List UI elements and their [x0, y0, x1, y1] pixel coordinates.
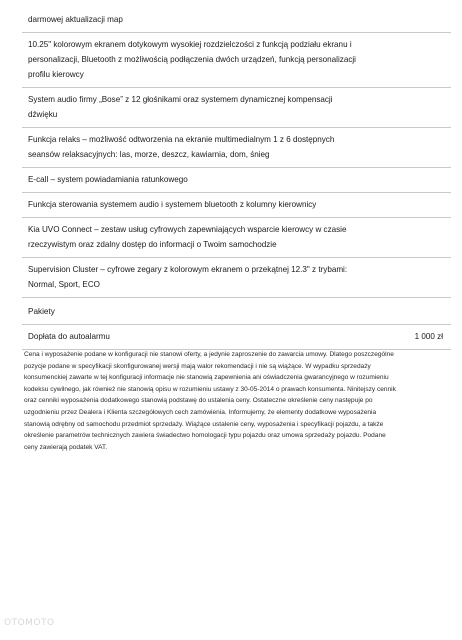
spec-line: dźwięku [28, 110, 58, 119]
disclaimer-line: stanowią odrębny od samochodu przedmiot sprzedaży. Wiążące ustalenie ceny, wyposażenia i specyfikacji pojazdu, a także [24, 420, 384, 428]
spec-line: System audio firmy „Bose” z 12 głośnikami oraz systemem dynamicznej kompensacji [28, 95, 333, 104]
disclaimer-line: pozycje podane w specyfikacji skonfigurowanej wersji mają walor rekomendacji i nie są wiążące. W wypadku sprzedaży [24, 362, 371, 370]
price-label: Dopłata do autoalarmu [28, 332, 110, 341]
spec-row [22, 218, 451, 258]
spec-line: E-call – system powiadamiania ratunkowego [28, 175, 188, 184]
disclaimer-line: ceny zawierają podatek VAT. [24, 443, 108, 451]
price-value: 1 000 zł [414, 332, 443, 341]
spec-line: seansów relaksacyjnych: las, morze, deszcz, kawiarnia, dom, śnieg [28, 150, 270, 159]
spec-row [22, 88, 451, 128]
spec-row [22, 168, 451, 193]
spec-row [22, 193, 451, 218]
disclaimer-line: kodeksu cywilnego, jak również nie stanowią opisu w rozumieniu ustawy z 30-05-2014 o prawach konsumenta. Ninitejszy cennik [24, 385, 396, 393]
spec-line: personalizacji, Bluetooth z możliwością podłączenia dwóch urządzeń, funkcją personalizacji [28, 55, 356, 64]
section-title: Pakiety [28, 307, 55, 316]
disclaimer-line: konsumenckiej zawarte w tej konfiguracji informacje nie stanowią zapewnienia ani oświadczenia gwarancyjnego w rozumieniu [24, 374, 389, 382]
disclaimer-line: oraz cenniki wyposażenia dodatkowego stanowią podstawę do ustalenia ceny. Ostateczne określenie ceny następuje po [24, 397, 373, 405]
disclaimer-paragraph [24, 349, 449, 453]
watermark-logo: OTOMOTO [4, 618, 55, 628]
price-row [22, 325, 451, 350]
disclaimer-line: Cena i wyposażenie podane w konfiguracji nie stanowi oferty, a jedynie zaproszenie do zawarcia umowy. Dlatego poszczególne [24, 351, 394, 358]
spec-table [22, 8, 451, 350]
disclaimer-line: określenie parametrów technicznych zawiera świadectwo homologacji typu pojazdu oraz umowa sprzedaży pojazdu. Podane [24, 432, 386, 440]
spec-line: rzeczywistym oraz zdalny dostęp do informacji o Twoim samochodzie [28, 240, 277, 249]
spec-line: darmowej aktualizacji map [28, 15, 123, 24]
spec-row [22, 258, 451, 298]
spec-line: Supervision Cluster – cyfrowe zegary z kolorowym ekranem o przekątnej 12.3" z trybami: [28, 265, 348, 274]
spec-line: Funkcja relaks – możliwość odtworzenia na ekranie multimedialnym 1 z 6 dostępnych [28, 135, 335, 144]
section-heading-pakiety [22, 298, 451, 325]
spec-row [22, 33, 451, 88]
spec-row [22, 8, 451, 33]
spec-row [22, 128, 451, 168]
spec-line: Funkcja sterowania systemem audio i systemem bluetooth z kolumny kierownicy [28, 200, 317, 209]
spec-line: profilu kierowcy [28, 70, 84, 79]
spec-line: Kia UVO Connect – zestaw usług cyfrowych zapewniających wsparcie kierowcy w czasie [28, 225, 347, 234]
disclaimer-line: uzgodnieniu przez Dealera i Klienta szczegółowych cech zamówienia. Informujemy, że elementy dodatkowe wyposażenia [24, 408, 377, 416]
spec-line: 10.25" kolorowym ekranem dotykowym wysokiej rozdzielczości z funkcją podziału ekranu i [28, 40, 352, 49]
spec-line: Normal, Sport, ECO [28, 280, 100, 289]
